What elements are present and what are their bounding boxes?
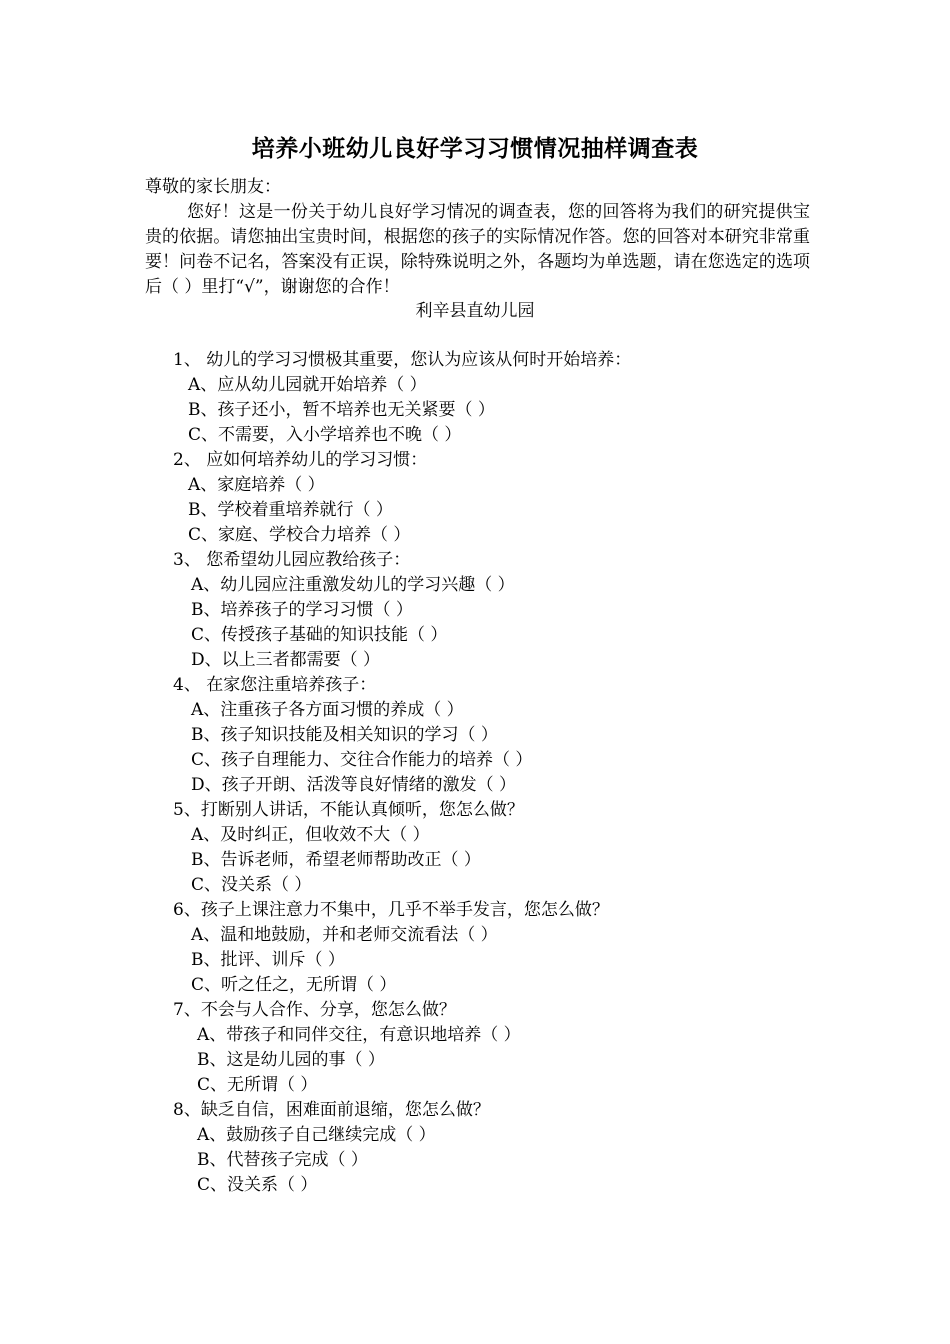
question-7-option-c: C、无所谓（ ） bbox=[197, 1075, 318, 1095]
question-5: 5、打断别人讲话，不能认真倾听，您怎么做？ bbox=[173, 800, 524, 820]
question-4-option-c: C、孩子自理能力、交往合作能力的培养（ ） bbox=[191, 750, 533, 770]
salutation: 尊敬的家长朋友： bbox=[145, 177, 281, 197]
question-6-option-a: A、温和地鼓励，并和老师交流看法（ ） bbox=[191, 925, 498, 945]
question-5-option-a: A、及时纠正，但收效不大（ ） bbox=[191, 825, 430, 845]
question-5-option-b: B、告诉老师，希望老师帮助改正（ ） bbox=[191, 850, 481, 870]
question-2-option-a: A、家庭培养（ ） bbox=[188, 475, 325, 495]
question-2: 2、 应如何培养幼儿的学习习惯： bbox=[173, 450, 428, 470]
question-8-option-a: A、鼓励孩子自己继续完成（ ） bbox=[197, 1125, 436, 1145]
question-7-option-b: B、这是幼儿园的事（ ） bbox=[197, 1050, 385, 1070]
question-8: 8、缺乏自信，困难面前退缩，您怎么做？ bbox=[173, 1100, 490, 1120]
question-7-option-a: A、带孩子和同伴交往，有意识地培养（ ） bbox=[197, 1025, 521, 1045]
question-5-option-c: C、没关系（ ） bbox=[191, 875, 312, 895]
question-2-option-c: C、家庭、学校合力培养（ ） bbox=[188, 525, 411, 545]
question-3-option-a: A、幼儿园应注重激发幼儿的学习兴趣（ ） bbox=[191, 575, 515, 595]
question-3-option-c: C、传授孩子基础的知识技能（ ） bbox=[191, 625, 448, 645]
question-7: 7、不会与人合作、分享，您怎么做？ bbox=[173, 1000, 456, 1020]
question-4-option-d: D、孩子开朗、活泼等良好情绪的激发（ ） bbox=[191, 775, 517, 795]
question-1: 1、 幼儿的学习习惯极其重要，您认为应该从何时开始培养： bbox=[173, 350, 632, 370]
signature: 利辛县直幼儿园 bbox=[415, 301, 535, 321]
question-3-option-d: D、以上三者都需要（ ） bbox=[191, 650, 381, 670]
question-6-option-c: C、听之任之，无所谓（ ） bbox=[191, 975, 397, 995]
question-1-option-c: C、不需要，入小学培养也不晚（ ） bbox=[188, 425, 462, 445]
question-8-option-c: C、没关系（ ） bbox=[197, 1175, 318, 1195]
question-list bbox=[0, 348, 950, 1198]
question-1-option-b: B、孩子还小，暂不培养也无关紧要（ ） bbox=[188, 400, 495, 420]
question-6: 6、孩子上课注意力不集中，几乎不举手发言，您怎么做？ bbox=[173, 900, 609, 920]
question-8-option-b: B、代替孩子完成（ ） bbox=[197, 1150, 368, 1170]
question-2-option-b: B、学校着重培养就行（ ） bbox=[188, 500, 393, 520]
question-4-option-b: B、孩子知识技能及相关知识的学习（ ） bbox=[191, 725, 498, 745]
question-1-option-a: A、应从幼儿园就开始培养（ ） bbox=[188, 375, 427, 395]
question-4: 4、 在家您注重培养孩子： bbox=[173, 675, 377, 695]
question-4-option-a: A、注重孩子各方面习惯的养成（ ） bbox=[191, 700, 464, 720]
document-title: 培养小班幼儿良好学习习惯情况抽样调查表 bbox=[251, 135, 699, 162]
question-3-option-b: B、培养孩子的学习习惯（ ） bbox=[191, 600, 413, 620]
question-6-option-b: B、批评、训斥（ ） bbox=[191, 950, 345, 970]
intro-paragraph: 您好！这是一份关于幼儿良好学习情况的调查表，您的回答将为我们的研究提供宝贵的依据。请您抽出宝贵时间，根据您的孩子的实际情况作答。您的回答对本研究非常重要！问卷不记名，答案没有正误，除特殊说明之外，各题均为单选题，请在您选定的选项后（ ）里打“√”，谢谢您的合作！ bbox=[145, 202, 810, 297]
question-3: 3、 您希望幼儿园应教给孩子： bbox=[173, 550, 411, 570]
